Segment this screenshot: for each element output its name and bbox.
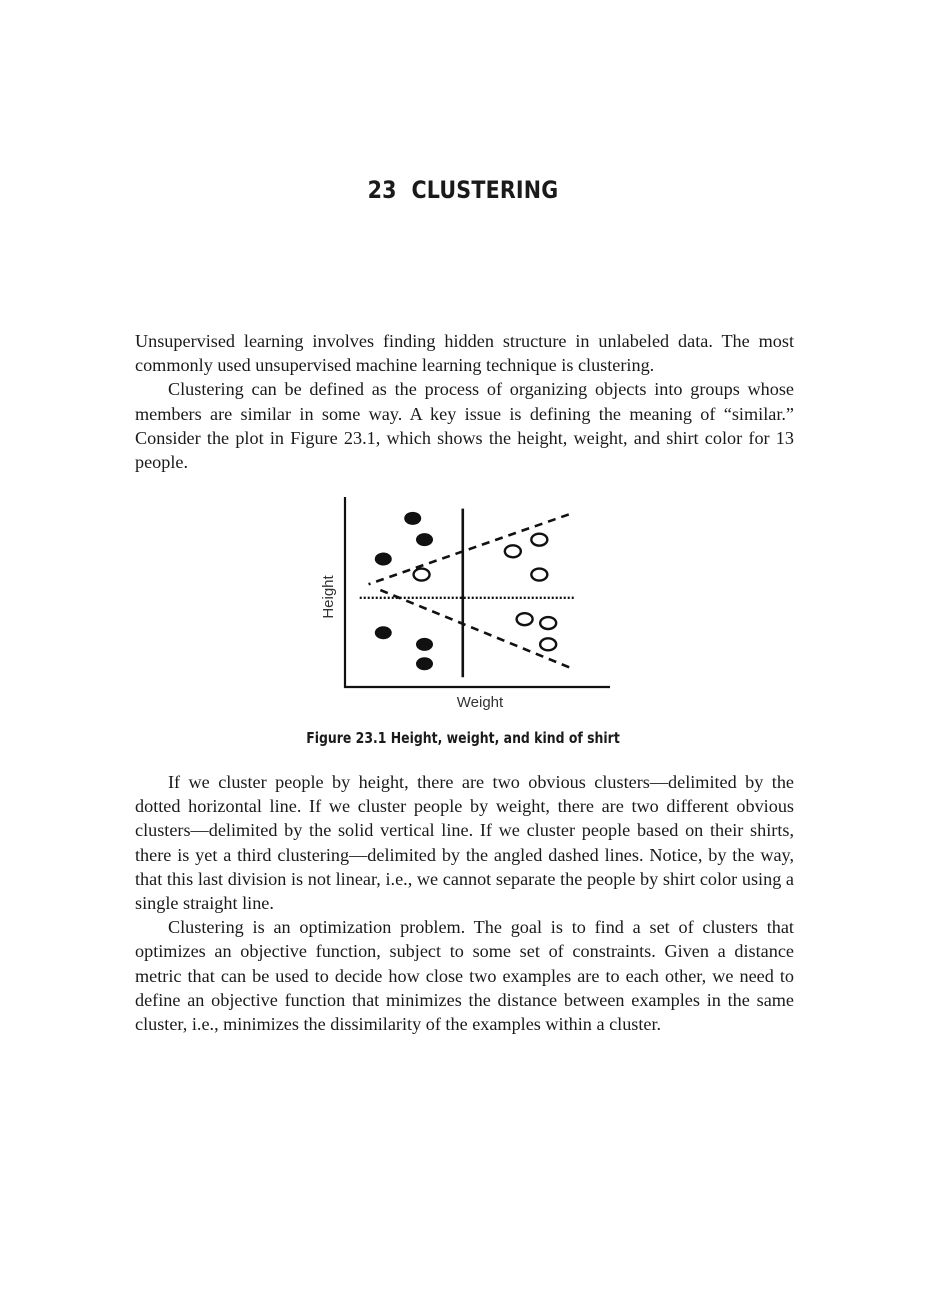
chapter-title	[65, 176, 861, 204]
scatter-plot	[310, 495, 620, 715]
intro-text	[135, 329, 794, 474]
paragraph: Clustering can be defined as the process of organizing objects into groups whose members are similar in some way. A key issue is defining the meaning of “similar.” Consider the plot in Figure 23.1, which shows the height, weight, and shirt color for 13 people.	[135, 379, 794, 473]
figure-caption: Figure 23.1 Height, weight, and kind of shirt	[306, 729, 620, 747]
chapter-number: 23	[367, 176, 397, 204]
hollow-point	[414, 569, 430, 581]
filled-point	[375, 627, 391, 639]
paragraph: Unsupervised learning involves finding hidden structure in unlabeled data. The most commonly used unsupervised machine learning technique is clustering.	[135, 331, 794, 376]
filled-point	[417, 534, 433, 546]
hollow-point	[505, 545, 521, 557]
body-text	[135, 770, 794, 1036]
hollow-point	[540, 617, 556, 629]
hollow-point	[517, 613, 533, 625]
filled-point	[405, 512, 421, 524]
figure-scatter-plot	[310, 495, 620, 715]
paragraph: Clustering is an optimization problem. The goal is to find a set of clusters that optimizes an objective function, subject to some set of constraints. Given a distance metric that can be used to decide how close two examples are to each other, we need to define an objective function that minimizes the distance between examples in the same cluster, i.e., minimizes the dissimilarity of the examples within a cluster.	[135, 917, 794, 1035]
hollow-point	[531, 534, 547, 546]
hollow-point	[540, 638, 556, 650]
filled-point	[417, 638, 433, 650]
hollow-point	[531, 569, 547, 581]
filled-point	[417, 658, 433, 670]
y-axis-label: Height	[320, 575, 337, 619]
x-axis-label: Weight	[456, 694, 504, 711]
chapter-name: CLUSTERING	[411, 176, 559, 204]
filled-point	[375, 553, 391, 565]
paragraph: If we cluster people by height, there are two obvious clusters—delimited by the dotted horizontal line. If we cluster people by weight, there are two different obvious clusters—delimited by the solid vertical line. If we cluster people based on their shirts, there is yet a third clustering—delimited by the angled dashed lines. Notice, by the way, that this last division is not linear, i.e., we cannot separate the people by shirt color using a single straight line.	[135, 772, 794, 914]
